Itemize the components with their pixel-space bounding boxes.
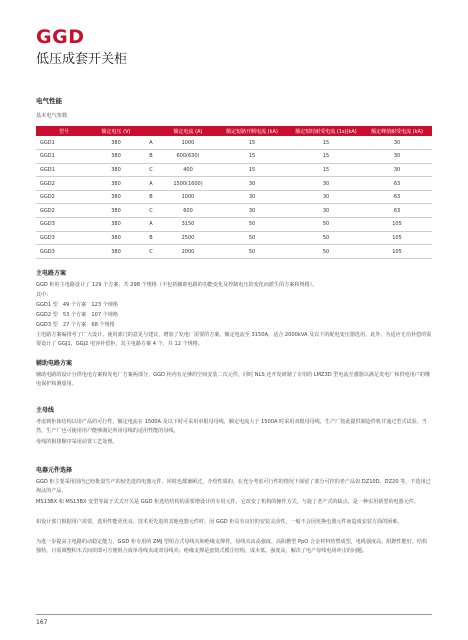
col-header: 额定电流 (A) bbox=[162, 126, 214, 136]
table-cell: B bbox=[140, 231, 162, 245]
electrical-heading: 电气性能 bbox=[36, 97, 62, 105]
table-cell: GGD3 bbox=[36, 245, 92, 259]
table-row bbox=[36, 218, 432, 232]
col-header: 额定短时耐受电流 (1s)(kA) bbox=[290, 126, 362, 136]
table-cell: 105 bbox=[362, 245, 432, 259]
table-cell: 15 bbox=[290, 150, 362, 164]
elements-paragraph: 如设计部门根据用户需要，选用性能更优良、技术更先进的其他电器元件时，因 GGD 柜具有良好的安装灵活性，一般不会因更换电器元件而造成安装方面的困难。 bbox=[36, 519, 403, 525]
table-cell: GGD1 bbox=[36, 163, 92, 177]
table-cell: 30 bbox=[290, 190, 362, 204]
electrical-subheading: 基本电气参数 bbox=[36, 113, 68, 119]
circuit-paragraph: 主电路方案编排考了广大设计、使用部门的意见与建议，增加了发电厂需要的方案。额定电流至 3150A，适合 2000kVA 及以下的配电变压器选用。此外，为适应无功补偿的需要设计了 GGJ1、GGJ2 电容补偿柜，其主电路方案 4 个，共 12 个规格。 bbox=[36, 332, 432, 348]
col-header bbox=[140, 126, 162, 136]
footer-divider bbox=[36, 614, 432, 615]
col-header: 额定电压 (V) bbox=[92, 126, 140, 136]
table-cell: 30 bbox=[214, 190, 290, 204]
table-cell: 400 bbox=[162, 163, 214, 177]
table-cell: 1000 bbox=[162, 136, 214, 150]
bus-heading: 主母线 bbox=[36, 407, 55, 414]
spec-table-header bbox=[36, 126, 432, 136]
bus-paragraph: 考虑到柜体结构以用产品的可行性，额定电流在 1500A 及以下时可采用单根母母线，额定电流大于 1500A 时采用双根母母线，生产厂按此提供制造件机并通过型式试验，当然，生产厂也可使用用户能够满足所用母线的适用性能的母线。 bbox=[36, 419, 427, 435]
table-cell: 30 bbox=[362, 163, 432, 177]
table-cell: 30 bbox=[214, 204, 290, 218]
elements-heading: 电器元件选择 bbox=[36, 467, 73, 474]
table-cell: 2500 bbox=[162, 231, 214, 245]
table-row bbox=[36, 177, 432, 191]
table-cell: 15 bbox=[290, 163, 362, 177]
table-cell: 600(630) bbox=[162, 150, 214, 164]
product-subtitle: 低压成套开关柜 bbox=[36, 52, 128, 67]
table-cell: 63 bbox=[362, 177, 432, 191]
table-cell: B bbox=[140, 190, 162, 204]
table-cell: 380 bbox=[92, 204, 140, 218]
table-cell: 15 bbox=[214, 163, 290, 177]
table-row bbox=[36, 204, 432, 218]
table-cell: 30 bbox=[362, 136, 432, 150]
table-cell: 50 bbox=[214, 218, 290, 232]
circuit-paragraph: GGD 柜的主电路设计了 129 个方案，共 298 个规格（不包括辅助电路的功能变化及控制电压的变化而派生的方案和规格）。 bbox=[36, 282, 318, 288]
page-number: 167 bbox=[36, 619, 48, 626]
table-cell: 15 bbox=[290, 136, 362, 150]
table-cell: 380 bbox=[92, 136, 140, 150]
circuit-list-item: GGD3 型 27 个方案 68 个规格 bbox=[36, 322, 115, 328]
aux-heading: 辅助电路方案 bbox=[36, 360, 73, 367]
table-cell: 15 bbox=[214, 136, 290, 150]
circuit-list-item: GGD1 型 49 个方案 123 个规格 bbox=[36, 302, 118, 308]
table-cell: B bbox=[140, 150, 162, 164]
col-header: 额定短路开断电流 (kA) bbox=[214, 126, 290, 136]
product-brand: GGD bbox=[36, 26, 85, 48]
table-cell: GGD1 bbox=[36, 136, 92, 150]
table-cell: C bbox=[140, 204, 162, 218]
table-cell: 380 bbox=[92, 218, 140, 232]
bus-paragraph: 母线的相排顺序采用前置工艺处理。 bbox=[36, 439, 118, 445]
table-cell: 380 bbox=[92, 245, 140, 259]
circuit-heading: 主电路方案 bbox=[36, 270, 67, 277]
table-cell: GGD3 bbox=[36, 231, 92, 245]
col-header: 额定峰值耐受电流 (kA) bbox=[362, 126, 432, 136]
table-cell: 50 bbox=[214, 245, 290, 259]
table-row bbox=[36, 231, 432, 245]
elements-paragraph: MS13BX 和 MS13BX 变型等属于式式开关是 GGD 柜选结结构的需要增设计的专用元件，它改变了机构的操作方式，与旋了老产式的缺点，是一种实用新型的电器元件。 bbox=[36, 499, 420, 505]
table-row bbox=[36, 245, 432, 259]
table-row bbox=[36, 163, 432, 177]
spec-table-body bbox=[36, 136, 432, 258]
table-cell: A bbox=[140, 218, 162, 232]
table-cell: 1500(1600) bbox=[162, 177, 214, 191]
elements-paragraph: 为进一步提高主电路的动稳定能力，GGD 柜专用的 ZMJ 型组合式母线夹和绝缘支撑件，母线夹由高强度、高阻燃型 PpO 合金材料热塑成型，电缆强度高，阻燃性能好。结构独特，只需调整积木式间块即可方便组合成单母线夹或双母线夹；绝缘支撑是套筒式模注结构，成本低、强度高，解决了电产母线电场冲击的问题。 bbox=[36, 539, 428, 555]
table-cell: 380 bbox=[92, 231, 140, 245]
table-cell: 15 bbox=[214, 150, 290, 164]
table-cell: GGD2 bbox=[36, 204, 92, 218]
table-row bbox=[36, 150, 432, 164]
spec-table bbox=[36, 126, 432, 259]
circuit-list-item: GGD2 型 53 个方案 107 个规格 bbox=[36, 312, 118, 318]
table-cell: 30 bbox=[290, 204, 362, 218]
circuit-paragraph: 其中： bbox=[36, 292, 52, 298]
col-header: 型号 bbox=[36, 126, 92, 136]
table-cell: 50 bbox=[214, 231, 290, 245]
table-cell: C bbox=[140, 163, 162, 177]
table-row bbox=[36, 136, 432, 150]
table-cell: C bbox=[140, 245, 162, 259]
table-cell: 30 bbox=[214, 177, 290, 191]
table-cell: GGD3 bbox=[36, 218, 92, 232]
table-cell: A bbox=[140, 136, 162, 150]
table-cell: 380 bbox=[92, 177, 140, 191]
table-cell: 30 bbox=[290, 177, 362, 191]
table-cell: GGD1 bbox=[36, 150, 92, 164]
table-cell: 30 bbox=[362, 150, 432, 164]
aux-paragraph: 辅助电路的设计分供电电方案和发电厂方案两部分，GGD 柜内有足够的空间安装二次元件，同时 NLS 还开发研制了专用的 LMZ3D 型电流互感器以满足发电厂和供电用户的继电保护和测量用。 bbox=[36, 372, 431, 388]
table-cell: 380 bbox=[92, 163, 140, 177]
table-cell: 50 bbox=[290, 245, 362, 259]
table-cell: 380 bbox=[92, 190, 140, 204]
table-cell: 105 bbox=[362, 218, 432, 232]
table-cell: 63 bbox=[362, 190, 432, 204]
table-cell: 600 bbox=[162, 204, 214, 218]
table-cell: 50 bbox=[290, 218, 362, 232]
table-cell: 1000 bbox=[162, 190, 214, 204]
table-row bbox=[36, 190, 432, 204]
elements-paragraph: GGD 柜主要采用国内已经批量生产的较先进的电器元件，同时也都兼顾过。介绍性质的，在充分考虑可行性的情况下保留了部分可控的老产品如 DZ10D、DZ20 等，不选用已淘汰的产品。 bbox=[36, 479, 431, 495]
table-cell: 2000 bbox=[162, 245, 214, 259]
table-cell: GGD2 bbox=[36, 190, 92, 204]
table-cell: 105 bbox=[362, 231, 432, 245]
table-cell: 3150 bbox=[162, 218, 214, 232]
table-cell: 380 bbox=[92, 150, 140, 164]
table-cell: 50 bbox=[290, 231, 362, 245]
table-cell: A bbox=[140, 177, 162, 191]
table-cell: GGD2 bbox=[36, 177, 92, 191]
table-cell: 63 bbox=[362, 204, 432, 218]
